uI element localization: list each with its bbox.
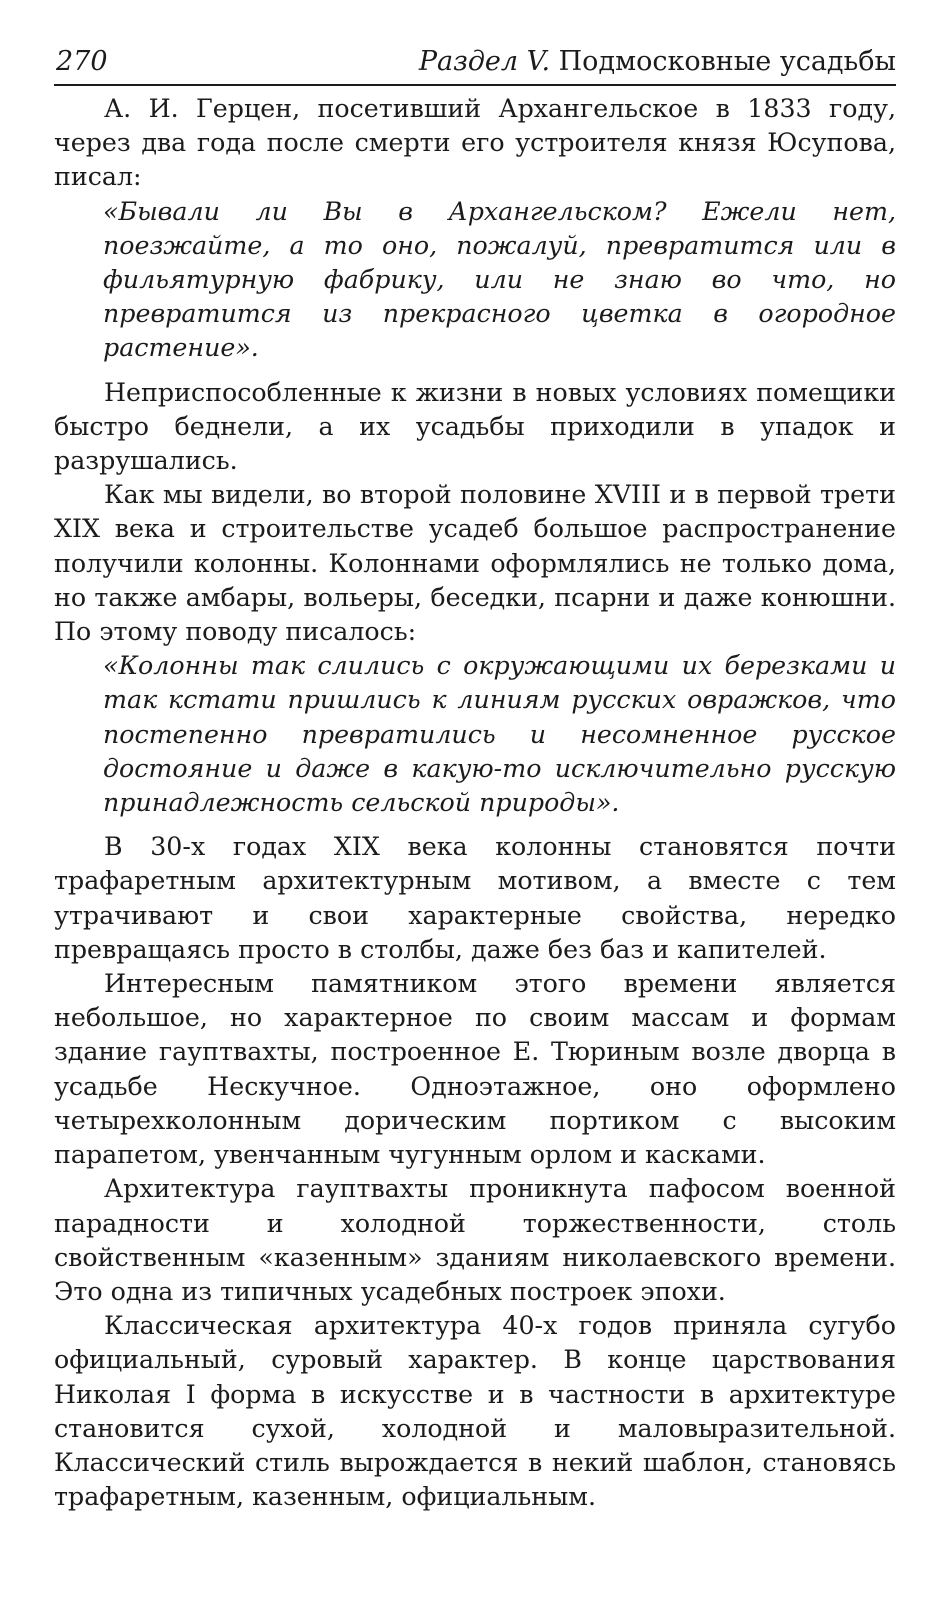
section-label: Раздел V. xyxy=(418,46,551,77)
paragraph-1840s: Классическая архитектура 40-х годов приняла сугубо официальный, суровый характер. В конце царствования Николая I форма в искусстве и в частности в архитектуре становится сухой, холодной и маловыразительной. Классический стиль вырождается в некий шаблон, становясь трафаретным, казенным, официальным. xyxy=(54,1311,896,1512)
page-number: 270 xyxy=(56,46,108,77)
paragraph-landowners: Неприспособленные к жизни в новых условиях помещики быстро беднели, а их усадьбы приходили в упадок и разрушались. xyxy=(54,377,896,476)
section-name: Подмосковные усадьбы xyxy=(558,46,896,77)
body-text xyxy=(54,92,896,1514)
paragraph-1830s: В 30-х годах XIX века колонны становятся почти трафаретным архитектурным мотивом, а вместе с тем утрачивают и свои характерные свойства, нередко превращаясь просто в столбы, даже без баз и капителей. xyxy=(54,832,896,964)
paragraph-herzen-intro: А. И. Герцен, посетивший Архангельское в 1833 году, через два года после смерти его устроителя князя Юсупова, писал: xyxy=(54,94,896,192)
book-page xyxy=(54,40,896,1514)
paragraph-columns: Как мы видели, во второй половине XVIII и в первой трети XIX века и строительстве усадеб большое распространение получили колонны. Колоннами оформлялись не только дома, но также амбары, вольеры, беседки, псарни и даже конюшни. По этому поводу писалось: xyxy=(54,480,896,647)
quote-herzen: «Бывали ли Вы в Архангельском? Ежели нет, поезжайте, а то оно, пожалуй, превратится или в фильятурную фабрику, или не знаю во что, но превратится из прекрасного цветка в огородное растение». xyxy=(103,196,896,363)
quote-columns: «Колонны так слились с окружающими их березками и так кстати пришлись к линиям русских овражков, что постепенно превратились и несомненное русское достояние и даже в какую-то исключительно русскую принадлежность сельской природы». xyxy=(103,651,896,818)
paragraph-guardhouse-architecture: Архитектура гауптвахты проникнута пафосом военной парадности и холодной торжественности, столь свойственным «казенным» зданиям николаевского времени. Это одна из типичных усадебных построек эпохи. xyxy=(54,1174,896,1306)
paragraph-guardhouse: Интересным памятником этого времени является небольшое, но характерное по своим массам и формам здание гауптвахты, построенное Е. Тюриным возле дворца в усадьбе Нескучное. Одноэтажное, оно оформлено четырехколонным дорическим портиком с высоким парапетом, увенчанным чугунным орлом и касками. xyxy=(54,969,896,1170)
running-header xyxy=(54,40,896,86)
section-title xyxy=(419,46,896,77)
